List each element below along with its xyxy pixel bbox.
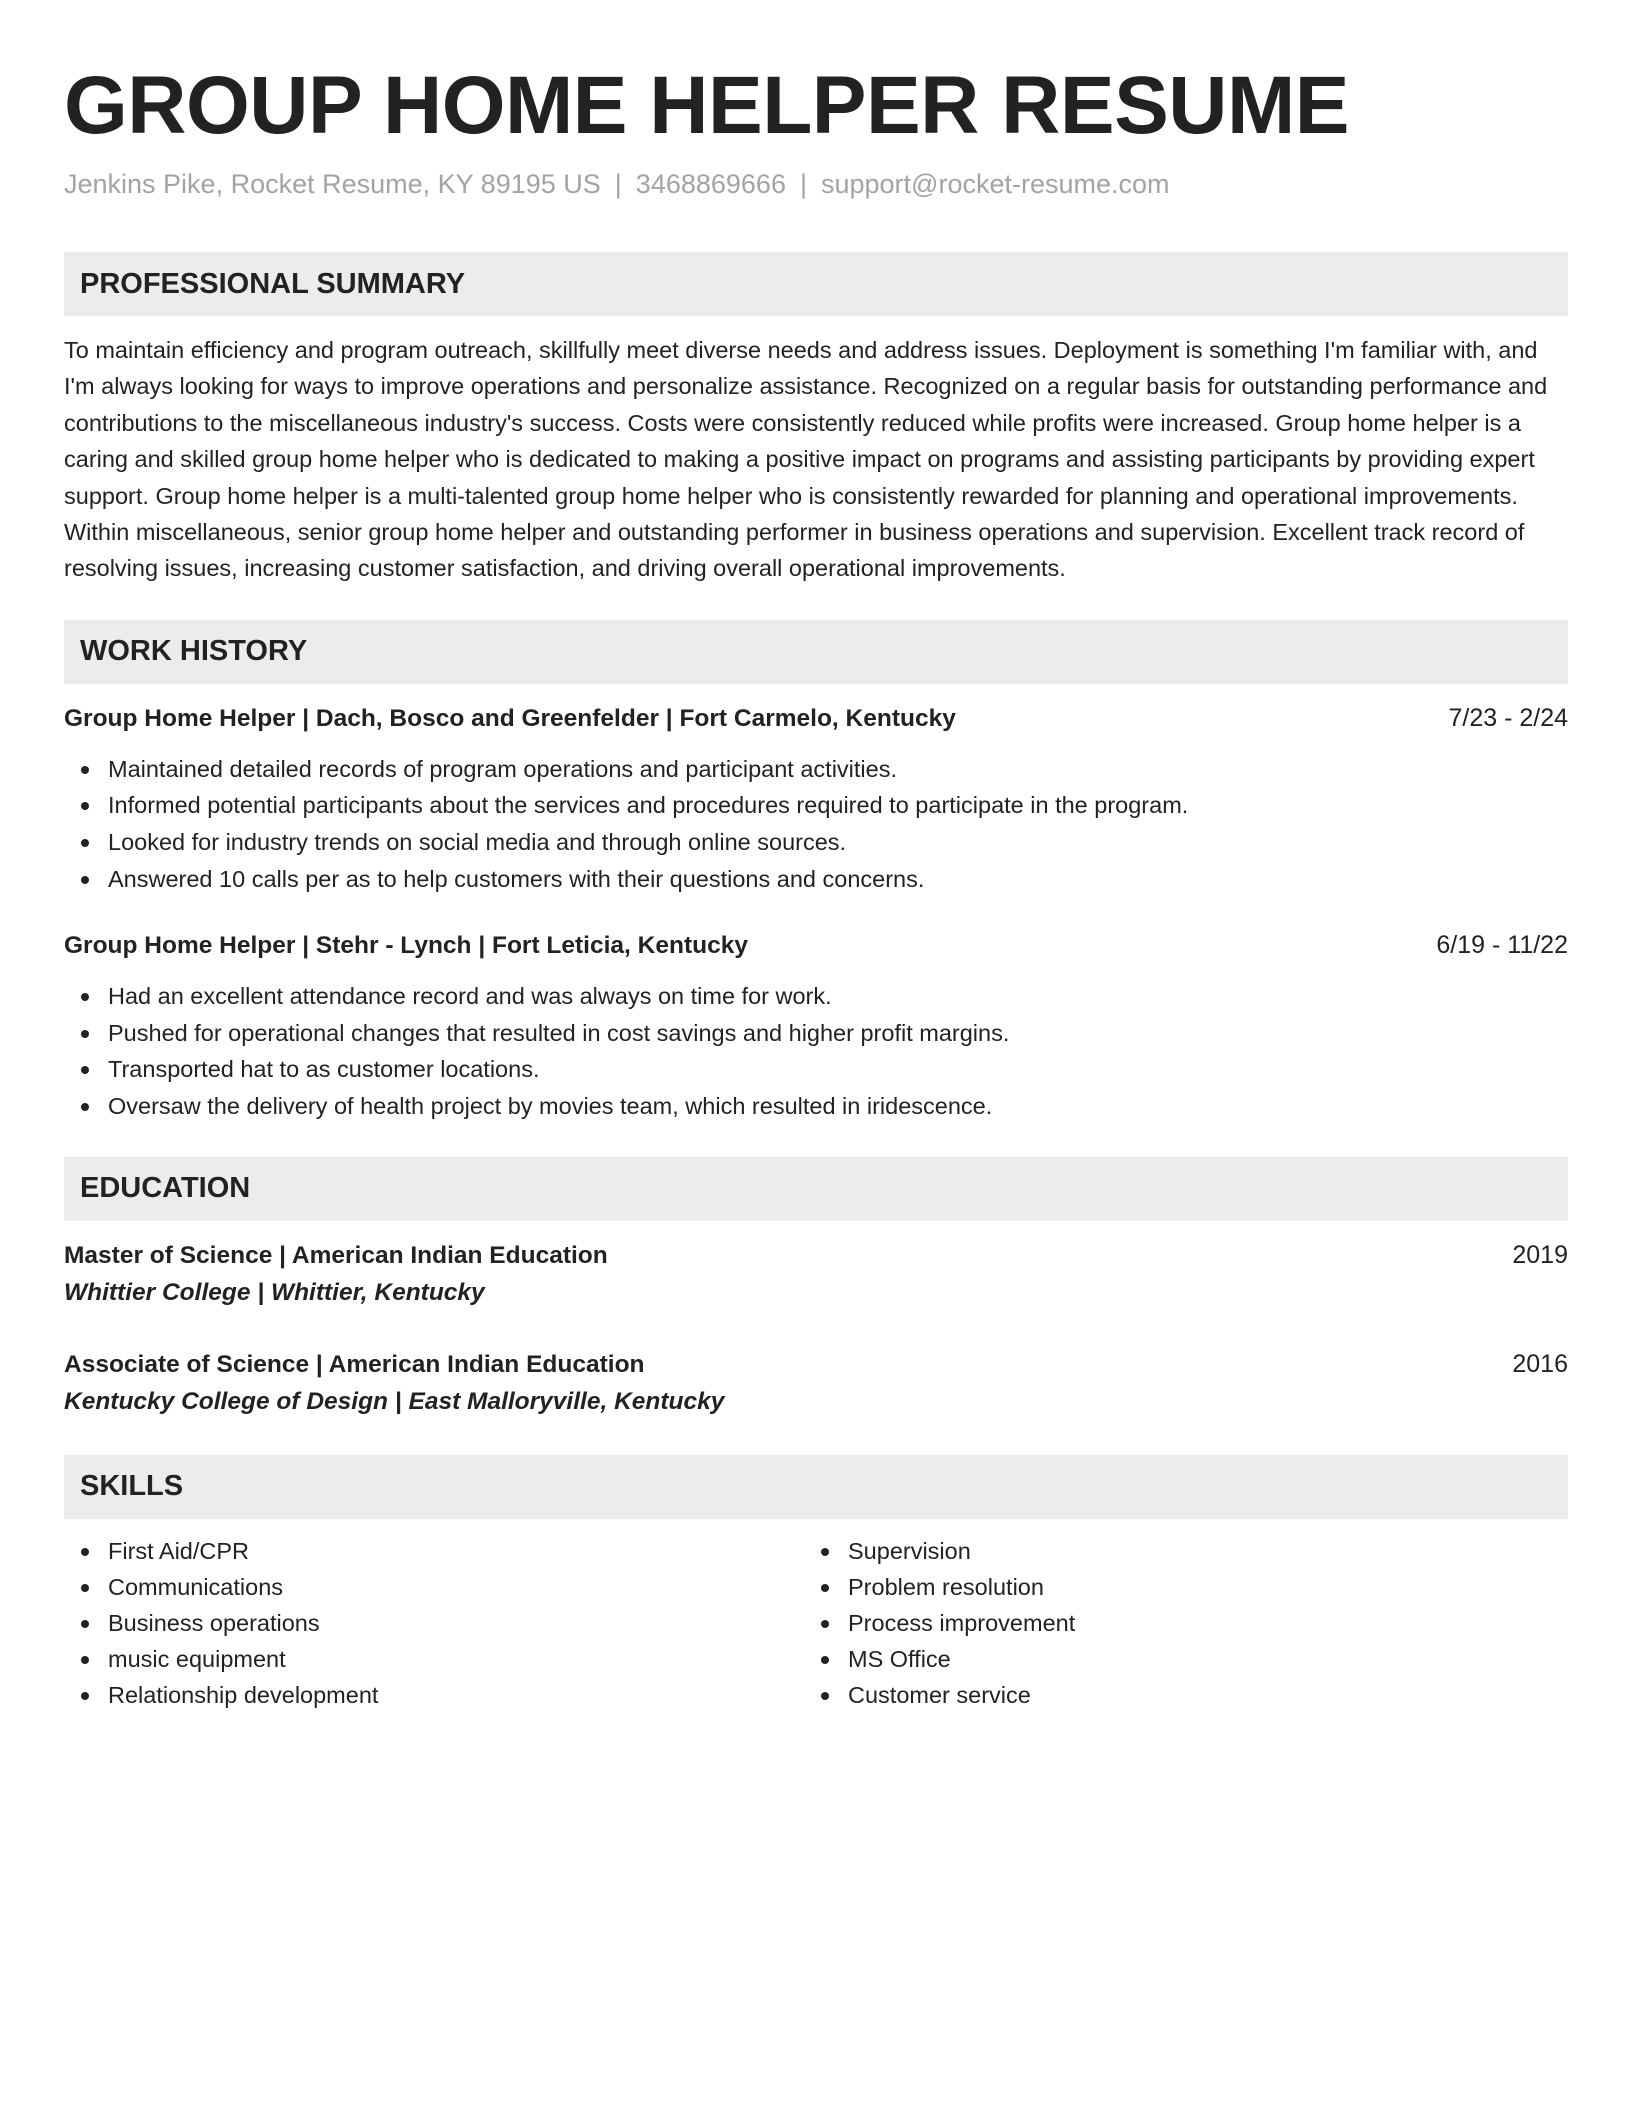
skills-column-left <box>64 1533 804 1713</box>
job-dates: 7/23 - 2/24 <box>1448 703 1568 732</box>
skill-item: Business operations <box>64 1605 804 1641</box>
education-school: Kentucky College of Design | East Malloryville, Kentucky <box>64 1387 725 1415</box>
job-entry <box>64 927 1568 1124</box>
education-section-header: EDUCATION <box>64 1157 1568 1221</box>
skills-section-header: SKILLS <box>64 1455 1568 1519</box>
job-title: Group Home Helper | Stehr - Lynch | Fort Leticia, Kentucky <box>64 932 748 960</box>
job-bullet: Had an excellent attendance record and was always on time for work. <box>64 978 1568 1015</box>
job-entry <box>64 700 1568 897</box>
skill-item: MS Office <box>804 1641 1544 1677</box>
job-heading-row <box>64 700 1568 737</box>
education-year: 2019 <box>1512 1240 1568 1269</box>
skill-item: Relationship development <box>64 1677 804 1713</box>
skill-item: Process improvement <box>804 1605 1544 1641</box>
contact-email: support@rocket-resume.com <box>820 169 1170 199</box>
contact-line <box>64 166 1568 202</box>
summary-section-header: PROFESSIONAL SUMMARY <box>64 252 1568 316</box>
skills-list <box>64 1533 804 1713</box>
education-school: Whittier College | Whittier, Kentucky <box>64 1278 485 1306</box>
skill-item: Supervision <box>804 1533 1544 1569</box>
job-bullet: Transported hat to as customer locations. <box>64 1051 1568 1088</box>
education-year: 2016 <box>1512 1349 1568 1378</box>
skill-item: Problem resolution <box>804 1569 1544 1605</box>
education-heading-row <box>64 1346 1568 1383</box>
skills-column-right <box>804 1533 1544 1713</box>
skill-item: First Aid/CPR <box>64 1533 804 1569</box>
job-bullet: Maintained detailed records of program operations and participant activities. <box>64 751 1568 788</box>
skills-list <box>804 1533 1544 1713</box>
job-bullet: Pushed for operational changes that resulted in cost savings and higher profit margins. <box>64 1015 1568 1052</box>
job-bullet-list <box>64 978 1568 1124</box>
education-heading-row <box>64 1237 1568 1274</box>
skill-item: Customer service <box>804 1677 1544 1713</box>
education-entry <box>64 1237 1568 1312</box>
work-history-section-header: WORK HISTORY <box>64 620 1568 684</box>
job-heading-row <box>64 927 1568 964</box>
contact-separator: | <box>799 169 807 199</box>
job-bullet-list <box>64 751 1568 897</box>
job-dates: 6/19 - 11/22 <box>1436 931 1568 960</box>
education-degree: Associate of Science | American Indian Education <box>64 1350 645 1378</box>
job-bullet: Looked for industry trends on social media and through online sources. <box>64 824 1568 861</box>
skills-columns <box>64 1533 1568 1713</box>
contact-separator: | <box>614 169 622 199</box>
contact-address: Jenkins Pike, Rocket Resume, KY 89195 US <box>64 169 601 199</box>
contact-phone: 3468869666 <box>635 169 786 199</box>
resume-title: GROUP HOME HELPER RESUME <box>64 60 1349 151</box>
skill-item: music equipment <box>64 1641 804 1677</box>
job-bullet: Informed potential participants about the services and procedures required to participate in the program. <box>64 787 1568 824</box>
job-bullet: Oversaw the delivery of health project by movies team, which resulted in iridescence. <box>64 1088 1568 1125</box>
job-bullet: Answered 10 calls per as to help customers with their questions and concerns. <box>64 861 1568 898</box>
summary-text: To maintain efficiency and program outreach, skillfully meet diverse needs and address issues. Deployment is something I'm familiar with, and I'm always looking for ways to improve operations and personalize assistance. Recognized on a regular basis for outstanding performance and contributions to the miscellaneous industry's success. Costs were consistently reduced while profits were increased. Group home helper is a caring and skilled group home helper who is dedicated to making a positive impact on programs and assisting participants by providing expert support. Group home helper is a multi-talented group home helper who is consistently rewarded for planning and operational improvements. Within miscellaneous, senior group home helper and outstanding performer in business operations and supervision. Excellent track record of resolving issues, increasing customer satisfaction, and driving overall operational improvements. <box>64 337 1548 582</box>
job-title: Group Home Helper | Dach, Bosco and Greenfelder | Fort Carmelo, Kentucky <box>64 704 956 732</box>
skill-item: Communications <box>64 1569 804 1605</box>
education-degree: Master of Science | American Indian Education <box>64 1241 608 1269</box>
education-entry <box>64 1346 1568 1421</box>
